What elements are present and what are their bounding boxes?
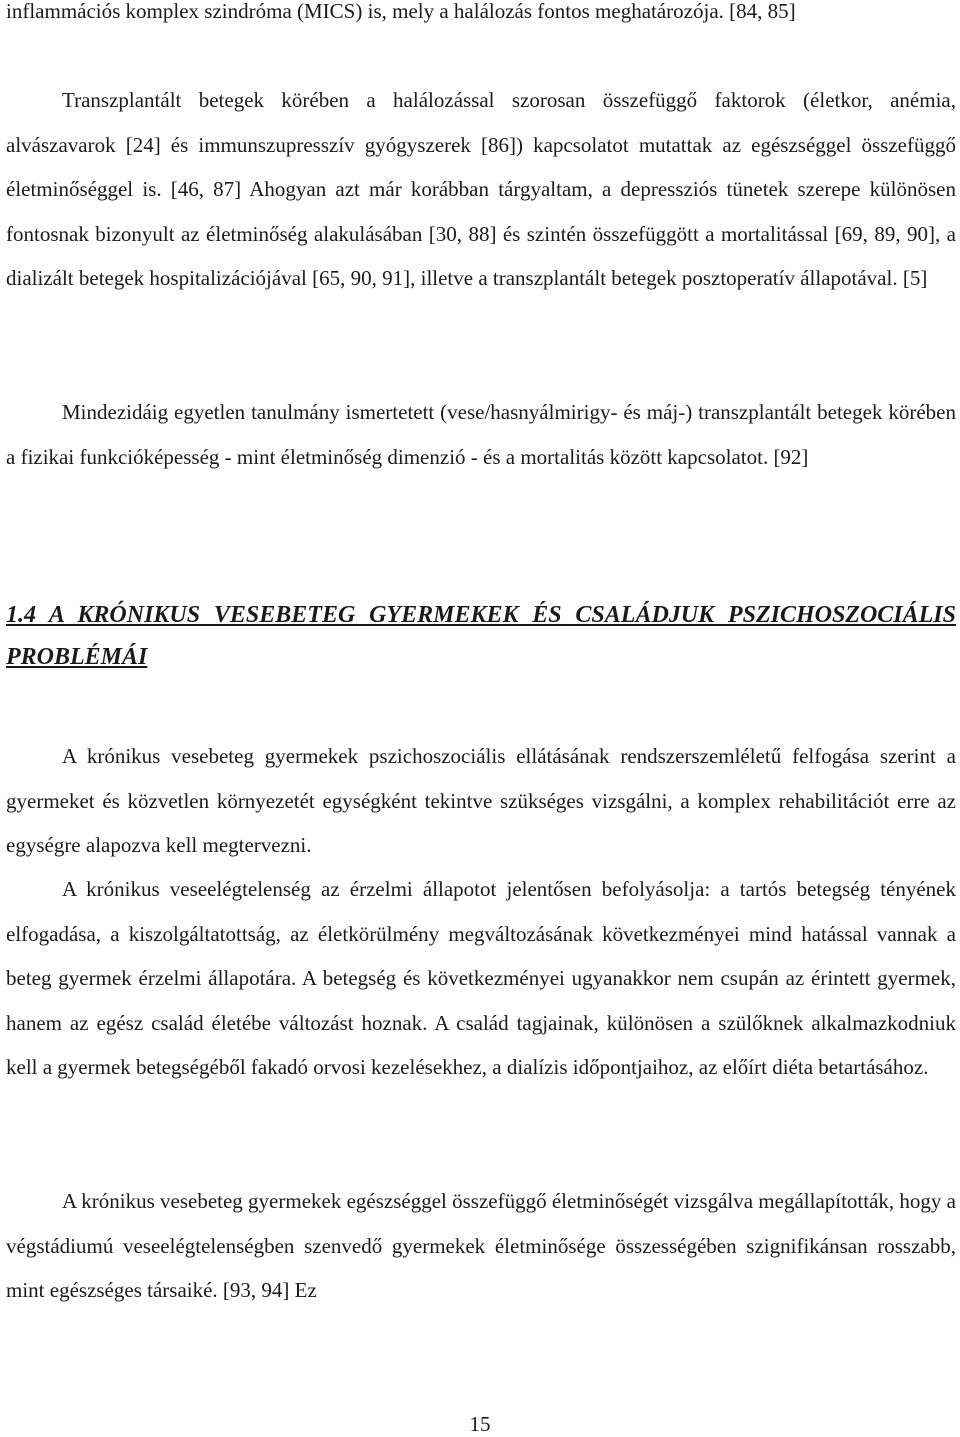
paragraph-physical-function: Mindezidáig egyetlen tanulmány ismertetett (vese/hasnyálmirigy- és máj-) transzplantált betegek körében a fizikai funkcióképesség - mint életminőség dimenzió - és a mortalitás között kapcsolatot. [92] — [6, 400, 956, 469]
section-heading: 1.4 A KRÓNIKUS VESEBETEG GYERMEKEK ÉS CSALÁDJUK PSZICHOSZOCIÁLIS PROBLÉMÁI — [6, 602, 956, 670]
paragraph-systemic-view: A krónikus vesebeteg gyermekek pszichoszociális ellátásának rendszerszemléletű felfogása szerint a gyermeket és közvetlen környezetét egységként tekintve szükséges vizsgálni, a komplex rehabilitációt erre az egységre alapozva kell megtervezni. — [6, 744, 956, 858]
paragraph-quality-of-life: A krónikus vesebeteg gyermekek egészséggel összefüggő életminőségét vizsgálva megállapították, hogy a végstádiumú veseelégtelenségben szenvedő gyermekek életminősége összességében szignifikánsan rosszabb, mint egészséges társaiké. [93, 94] Ez — [6, 1189, 956, 1303]
paragraph-emotional-state: A krónikus veseelégtelenség az érzelmi állapotot jelentősen befolyásolja: a tartós betegség tényének elfogadása, a kiszolgáltatottság, az életkörülmény megváltozásának következményei mind hatással vannak a beteg gyermek érzelmi állapotára. A betegség és következményei ugyanakkor nem csupán az érintett gyermek, hanem az egész család életébe változást hoznak. A család tagjainak, különösen a szülőknek alkalmazkodniuk kell a gyermek betegségéből fakadó orvosi kezelésekhez, a dialízis időpontjaihoz, az előírt diéta betartásához. — [6, 877, 956, 1080]
paragraph-continuation: inflammációs komplex szindróma (MICS) is, mely a halálozás fontos meghatározója. [84, 85] — [6, 0, 796, 23]
page-number: 15 — [469, 1412, 491, 1436]
paragraph-transplant-factors: Transzplantált betegek körében a halálozással szorosan összefüggő faktorok (életkor, anémia, alvászavarok [24] és immunszupresszív gyógyszerek [86]) kapcsolatot mutattak az egészséggel összefüggő életminőséggel is. [46, 87] Ahogyan azt már korábban tárgyaltam, a depressziós tünetek szerepe különösen fontosnak bizonyult az életminőség alakulásában [30, 88] és szintén összefüggött a mortalitással [69, 89, 90], a dializált betegek hospitalizációjával [65, 90, 91], illetve a transzplantált betegek posztoperatív állapotával. [5] — [6, 88, 956, 291]
